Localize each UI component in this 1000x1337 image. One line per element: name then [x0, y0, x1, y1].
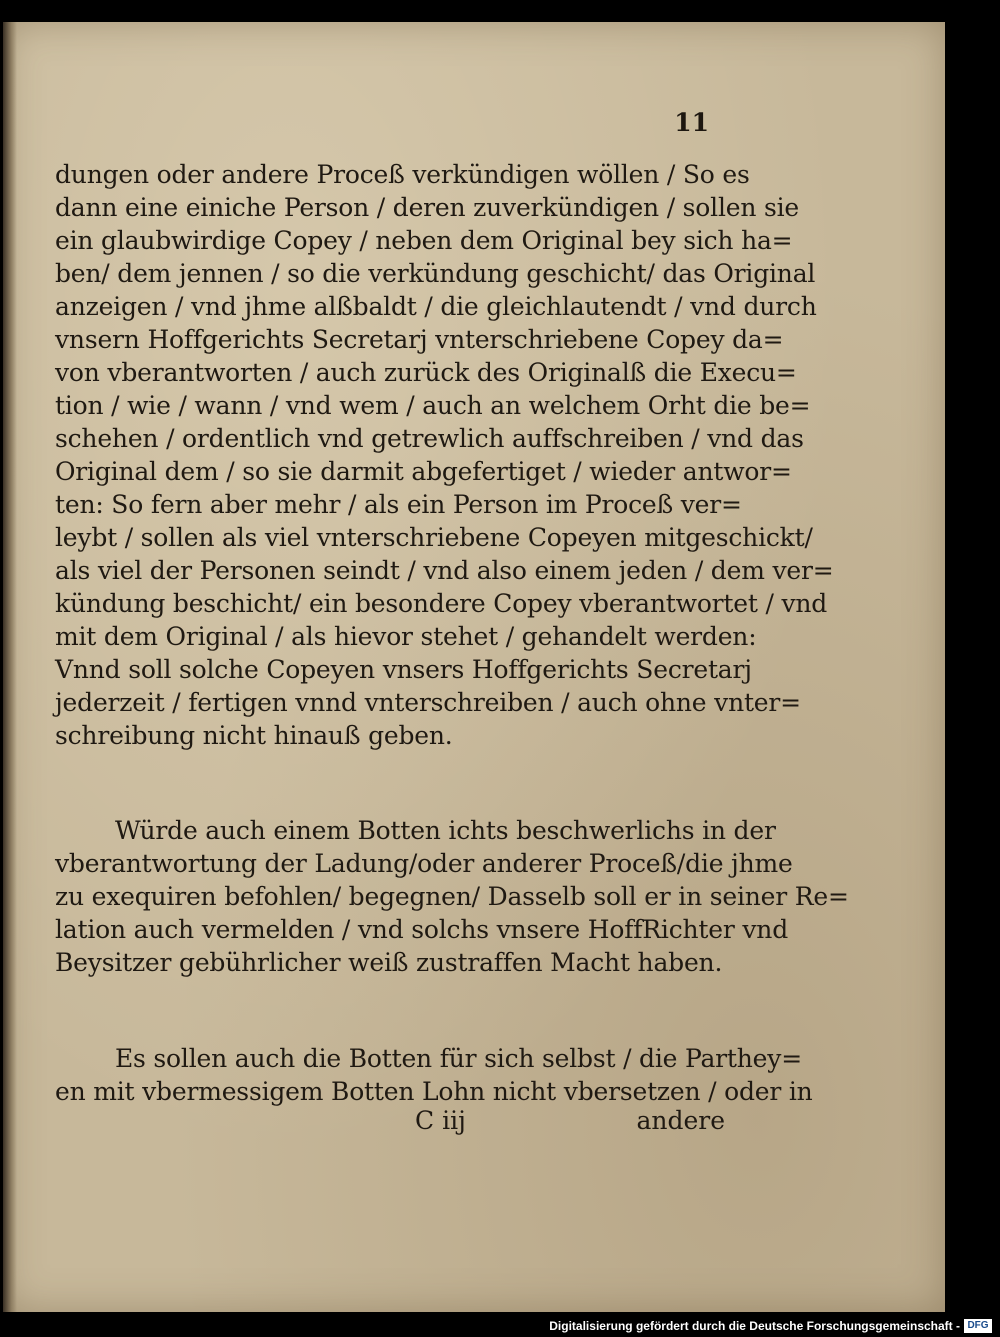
text-line: Vnnd soll solche Copeyen vnsers Hoffgerichts Secretarj	[55, 655, 752, 684]
text-line: schehen / ordentlich vnd getrewlich auffschreiben / vnd das	[55, 424, 804, 453]
text-line: von vberantworten / auch zurück des Originalß die Execu=	[55, 358, 797, 387]
text-line: Es sollen auch die Botten für sich selbst / die Parthey=	[115, 1044, 802, 1073]
text-line: tion / wie / wann / vnd wem / auch an welchem Orht die be=	[55, 391, 811, 420]
text-line: schreibung nicht hinauß geben.	[55, 721, 453, 750]
text-line: en mit vbermessigem Botten Lohn nicht vbersetzen / oder in	[55, 1077, 813, 1106]
text-line: dungen oder andere Proceß verkündigen wöllen / So es	[55, 160, 750, 189]
text-line: ben/ dem jennen / so die verkündung geschicht/ das Original	[55, 259, 816, 288]
text-line: anzeigen / vnd jhme alßbaldt / die gleichlautendt / vnd durch	[55, 292, 817, 321]
signature-row	[55, 1106, 745, 1140]
text-line: mit dem Original / als hievor stehet / gehandelt werden:	[55, 622, 757, 651]
dfg-logo: DFG	[964, 1319, 992, 1333]
text-line: Original dem / so sie darmit abgefertiget / wieder antwor=	[55, 457, 792, 486]
text-line: ein glaubwirdige Copey / neben dem Original bey sich ha=	[55, 226, 793, 255]
text-line: leybt / sollen als viel vnterschriebene Copeyen mitgeschickt/	[55, 523, 813, 552]
text-line: zu exequiren befohlen/ begegnen/ Dasselb soll er in seiner Re=	[55, 882, 849, 911]
dfg-credit-text: Digitalisierung gefördert durch die Deutsche Forschungsgemeinschaft -	[549, 1319, 960, 1333]
signature-mark: C iij	[415, 1106, 466, 1135]
text-line: Beysitzer gebührlicher weiß zustraffen Macht haben.	[55, 948, 723, 977]
text-line: lation auch vermelden / vnd solchs vnsere HoffRichter vnd	[55, 915, 788, 944]
text-line: vnsern Hoffgerichts Secretarj vnterschriebene Copey da=	[55, 325, 784, 354]
text-line: als viel der Personen seindt / vnd also einem jeden / dem ver=	[55, 556, 834, 585]
text-line: jederzeit / fertigen vnnd vnterschreiben / auch ohne vnter=	[55, 688, 801, 717]
page-gutter-shadow	[3, 22, 17, 1312]
text-line: vberantwortung der Ladung/oder anderer Proceß/die jhme	[55, 849, 793, 878]
book-page	[3, 22, 945, 1312]
catchword: andere	[636, 1106, 725, 1135]
text-line: dann eine einiche Person / deren zuverkündigen / sollen sie	[55, 193, 799, 222]
text-line: Würde auch einem Botten ichts beschwerlichs in der	[115, 816, 776, 845]
text-line: ten: So fern aber mehr / als ein Person im Proceß ver=	[55, 490, 742, 519]
text-line: kündung beschicht/ ein besondere Copey vberantwortet / vnd	[55, 589, 828, 618]
page-number: 11	[674, 108, 709, 137]
credit-bar	[0, 1316, 1000, 1337]
